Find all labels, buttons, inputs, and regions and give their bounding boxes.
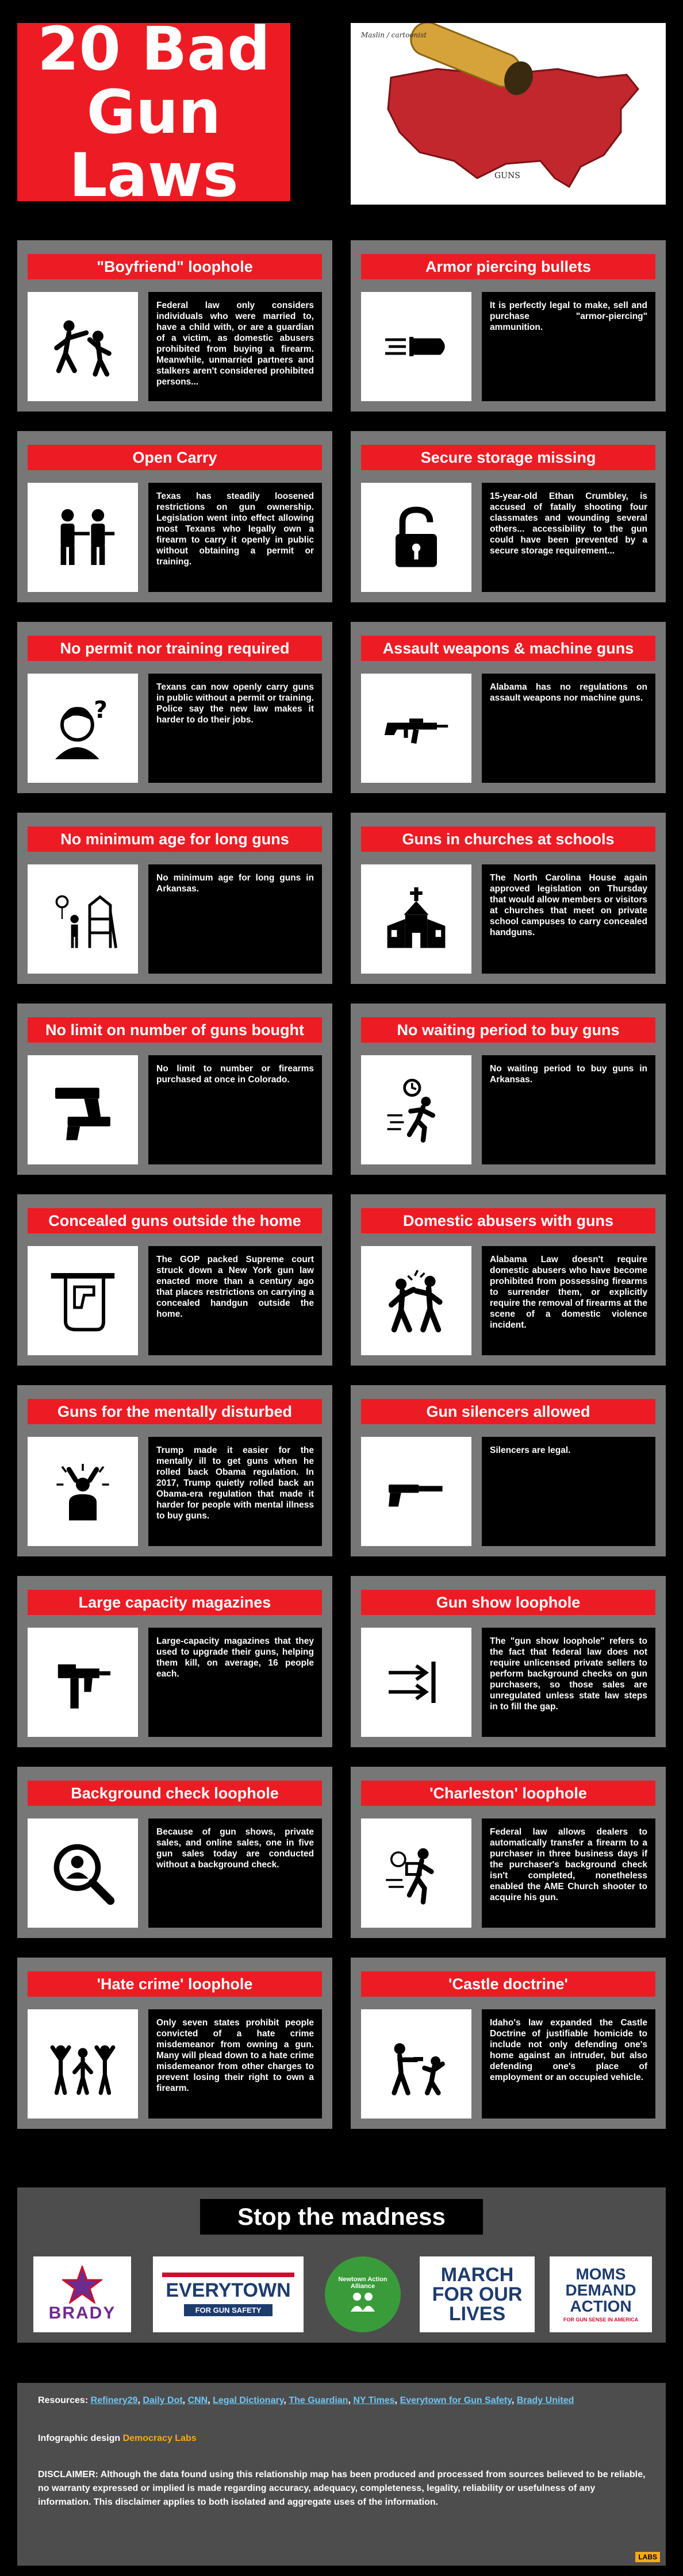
logo-label: BRADY bbox=[48, 2304, 116, 2323]
law-card bbox=[17, 431, 332, 602]
law-title: Gun silencers allowed bbox=[361, 1399, 655, 1424]
resource-link[interactable]: CNN bbox=[187, 2396, 208, 2405]
domestic-violence-icon bbox=[28, 292, 138, 401]
logo-label: Newtown Action Alliance bbox=[338, 2276, 387, 2290]
crowd-icon bbox=[28, 2009, 138, 2119]
logo-sub: FOR GUN SAFETY bbox=[184, 2304, 273, 2316]
law-description: The "gun show loophole" refers to the fact that federal law does not require unlicensed private sellers to perform background checks on gun purchasers, so those sales are unregulated unless state law steps in to fill the gap. bbox=[482, 1628, 655, 1737]
logo-stripe bbox=[162, 2273, 294, 2277]
law-card bbox=[17, 1004, 332, 1175]
law-description: 15-year-old Ethan Crumbley, is accused of fatally shooting four classmates and wounding several others... accessibility to the gun could have been prevented by a secure storage requirement... bbox=[482, 483, 655, 592]
design-credit bbox=[38, 2433, 197, 2444]
law-description: Large-capacity magazines that they used to upgrade their guns, helping them kill, on average, 16 people each. bbox=[148, 1628, 322, 1737]
law-title: 'Castle doctrine' bbox=[361, 1971, 655, 1997]
law-title: No permit nor training required bbox=[28, 636, 322, 661]
law-description: Alabama Law doesn't require domestic abusers who have become prohibited from possessing firearms to surrender them, or explicitly require the removal of firearms at the scene of a domestic violence incident. bbox=[482, 1246, 655, 1355]
law-title: No limit on number of guns bought bbox=[28, 1017, 322, 1043]
abuse-icon bbox=[361, 1246, 471, 1355]
magnifier-person-icon bbox=[28, 1818, 138, 1928]
confused-person-icon bbox=[28, 674, 138, 783]
newtown-action-alliance-logo[interactable] bbox=[321, 2256, 405, 2332]
shooting-icon bbox=[361, 2009, 471, 2119]
resource-link[interactable]: Refinery29 bbox=[90, 2396, 138, 2405]
law-title: Armor piercing bullets bbox=[361, 254, 655, 279]
logo-sub: FOR GUN SENSE IN AMERICA bbox=[563, 2317, 639, 2323]
law-description: Only seven states prohibit people convicted of a hate crime misdemeanor from owning a gun. Many will plead down to a hate crime misdemeanor from other charges to prevent losing their right to own a firearm. bbox=[148, 2009, 322, 2119]
law-title: Large capacity magazines bbox=[28, 1590, 322, 1615]
brady-logo[interactable] bbox=[33, 2256, 131, 2332]
law-title: 'Charleston' loophole bbox=[361, 1781, 655, 1806]
law-card bbox=[17, 240, 332, 412]
law-card bbox=[17, 813, 332, 984]
resource-link[interactable]: Everytown for Gun Safety bbox=[400, 2396, 512, 2405]
arrows-icon bbox=[361, 1628, 471, 1737]
law-card bbox=[17, 1576, 332, 1747]
law-description: Trump made it easier for the mentally ill to get guns when he rolled back Obama regulation. In 2017, Trump quietly rolled back an Obama-era regulation that made it harder for people with mental illness to buy guns. bbox=[148, 1437, 322, 1546]
design-name: Democracy Labs bbox=[122, 2433, 197, 2443]
law-description: Silencers are legal. bbox=[482, 1437, 655, 1546]
law-title: Guns for the mentally disturbed bbox=[28, 1399, 322, 1424]
law-card bbox=[17, 1958, 332, 2129]
law-description: No waiting period to buy guns in Arkansas. bbox=[482, 1055, 655, 1164]
resource-link[interactable]: Legal Dictionary bbox=[213, 2396, 284, 2405]
law-title: Background check loophole bbox=[28, 1781, 322, 1806]
law-title: Gun show loophole bbox=[361, 1590, 655, 1615]
law-description: Alabama has no regulations on assault weapons nor machine guns. bbox=[482, 674, 655, 783]
law-card bbox=[351, 622, 666, 793]
star-icon bbox=[62, 2266, 102, 2304]
logo-label: EVERYTOWN bbox=[166, 2279, 291, 2301]
stop-the-madness-panel bbox=[17, 2187, 666, 2343]
child-playground-icon bbox=[28, 864, 138, 974]
resource-link[interactable]: Brady United bbox=[516, 2396, 574, 2405]
resource-link[interactable]: The Guardian bbox=[289, 2396, 348, 2405]
stop-title: Stop the madness bbox=[200, 2199, 483, 2235]
march-for-our-lives-logo[interactable] bbox=[420, 2256, 535, 2332]
law-description: Federal law only considers individuals who were married to, have a child with, or are a guardian of a victim, as domestic abusers prohibited from buying a firearm. Meanwhile, unmarried partners and stalkers aren't considered prohibited persons... bbox=[148, 292, 322, 401]
law-title: Concealed guns outside the home bbox=[28, 1208, 322, 1233]
law-card bbox=[351, 1958, 666, 2129]
law-card bbox=[17, 1194, 332, 1366]
law-card bbox=[351, 1004, 666, 1175]
page-title: 20 Bad Gun Laws bbox=[37, 14, 270, 210]
law-card bbox=[351, 1767, 666, 1938]
footer bbox=[17, 2383, 666, 2566]
law-description: Because of gun shows, private sales, and online sales, one in five gun sales today are conducted without a background check. bbox=[148, 1818, 322, 1928]
law-description: Texas has steadily loosened restrictions on gun ownership. Legislation went into effect allowing most Texans who legally own a firearm to carry it openly in public without obtaining a permit or training. bbox=[148, 483, 322, 592]
law-title: No minimum age for long guns bbox=[28, 826, 322, 852]
stressed-person-icon bbox=[28, 1437, 138, 1546]
law-card bbox=[17, 1767, 332, 1938]
law-card bbox=[351, 431, 666, 602]
assault-rifle-icon bbox=[361, 674, 471, 783]
law-card bbox=[17, 1385, 332, 1556]
cartoon-caption: GUNS bbox=[494, 171, 520, 180]
church-icon bbox=[361, 864, 471, 974]
design-label: Infographic design bbox=[38, 2433, 121, 2443]
submachine-gun-icon bbox=[28, 1628, 138, 1737]
running-clock-icon bbox=[361, 1055, 471, 1164]
bullet-icon bbox=[361, 292, 471, 401]
law-card bbox=[351, 240, 666, 412]
resources: Resources: Refinery29, Daily Dot, CNN, Legal Dictionary, The Guardian, NY Times, Everytown for Gun Safety, Brady United bbox=[38, 2396, 574, 2405]
law-title: "Boyfriend" loophole bbox=[28, 254, 322, 279]
law-card bbox=[351, 1576, 666, 1747]
moms-demand-action-logo[interactable] bbox=[550, 2256, 652, 2332]
disclaimer: DISCLAIMER: Although the data found using this relationship map has been produced and processed from sources believed to be reliable, no warranty expressed or implied is made regarding accuracy, adequacy, completeness, legality, reliability or usefulness of any information. This disclaimer applies to both isolated and aggregate uses of the information. bbox=[38, 2470, 646, 2507]
law-description: Texans can now openly carry guns in public without a permit or training. Police say the new law makes it harder to do their jobs. bbox=[148, 674, 322, 783]
holster-icon bbox=[28, 1246, 138, 1355]
law-card bbox=[351, 1385, 666, 1556]
law-title: 'Hate crime' loophole bbox=[28, 1971, 322, 1997]
unlocked-padlock-icon bbox=[361, 483, 471, 592]
law-title: Domestic abusers with guns bbox=[361, 1208, 655, 1233]
law-title: Open Carry bbox=[28, 445, 322, 470]
cartoon-signature: Maslin / cartoonist bbox=[361, 31, 427, 39]
resource-link[interactable]: NY Times bbox=[353, 2396, 395, 2405]
cartoon-image bbox=[351, 23, 666, 205]
law-description: The North Carolina House again approved legislation on Thursday that would allow members or visitors at churches that meet on private school campuses to carry concealed handguns. bbox=[482, 864, 655, 974]
logo-label: MARCH FOR OUR LIVES bbox=[432, 2264, 523, 2325]
law-title: Assault weapons & machine guns bbox=[361, 636, 655, 661]
law-title: Secure storage missing bbox=[361, 445, 655, 470]
resource-link[interactable]: Daily Dot bbox=[143, 2396, 183, 2405]
law-card bbox=[351, 1194, 666, 1366]
law-card bbox=[351, 813, 666, 984]
law-description: No minimum age for long guns in Arkansas. bbox=[148, 864, 322, 974]
header bbox=[0, 0, 683, 230]
logo-label: MOMS DEMAND ACTION bbox=[565, 2265, 636, 2315]
handguns-icon bbox=[28, 1055, 138, 1164]
law-description: It is perfectly legal to make, sell and purchase "armor-piercing" ammunition. bbox=[482, 292, 655, 401]
law-description: Idaho's law expanded the Castle Doctrine of justifiable homicide to include not only defending one's home against an intruder, but also defending one's place of employment or an occupied vehicle. bbox=[482, 2009, 655, 2119]
law-description: The GOP packed Supreme court struck down a New York gun law enacted more than a century ago that places restrictions on carrying a concealed handgun outside the home. bbox=[148, 1246, 322, 1355]
everytown-logo[interactable] bbox=[153, 2256, 304, 2332]
law-description: No limit to number or firearms purchased at once in Colorado. bbox=[148, 1055, 322, 1164]
law-title: No waiting period to buy guns bbox=[361, 1017, 655, 1043]
law-card bbox=[17, 622, 332, 793]
labs-logo: LABS bbox=[635, 2552, 660, 2562]
law-description: Federal law allows dealers to automatically transfer a firearm to a purchaser in three business days if the purchaser's background check isn't completed, nonetheless enabled the AME Church shooter to acquire his gun. bbox=[482, 1818, 655, 1928]
silenced-pistol-icon bbox=[361, 1437, 471, 1546]
people-icon bbox=[348, 2290, 377, 2313]
resources-label: Resources: bbox=[38, 2396, 89, 2405]
armed-people-icon bbox=[28, 483, 138, 592]
svg-text:?: ? bbox=[94, 696, 108, 724]
fast-delivery-icon bbox=[361, 1818, 471, 1928]
title-banner bbox=[17, 14, 290, 210]
law-title: Guns in churches at schools bbox=[361, 826, 655, 852]
